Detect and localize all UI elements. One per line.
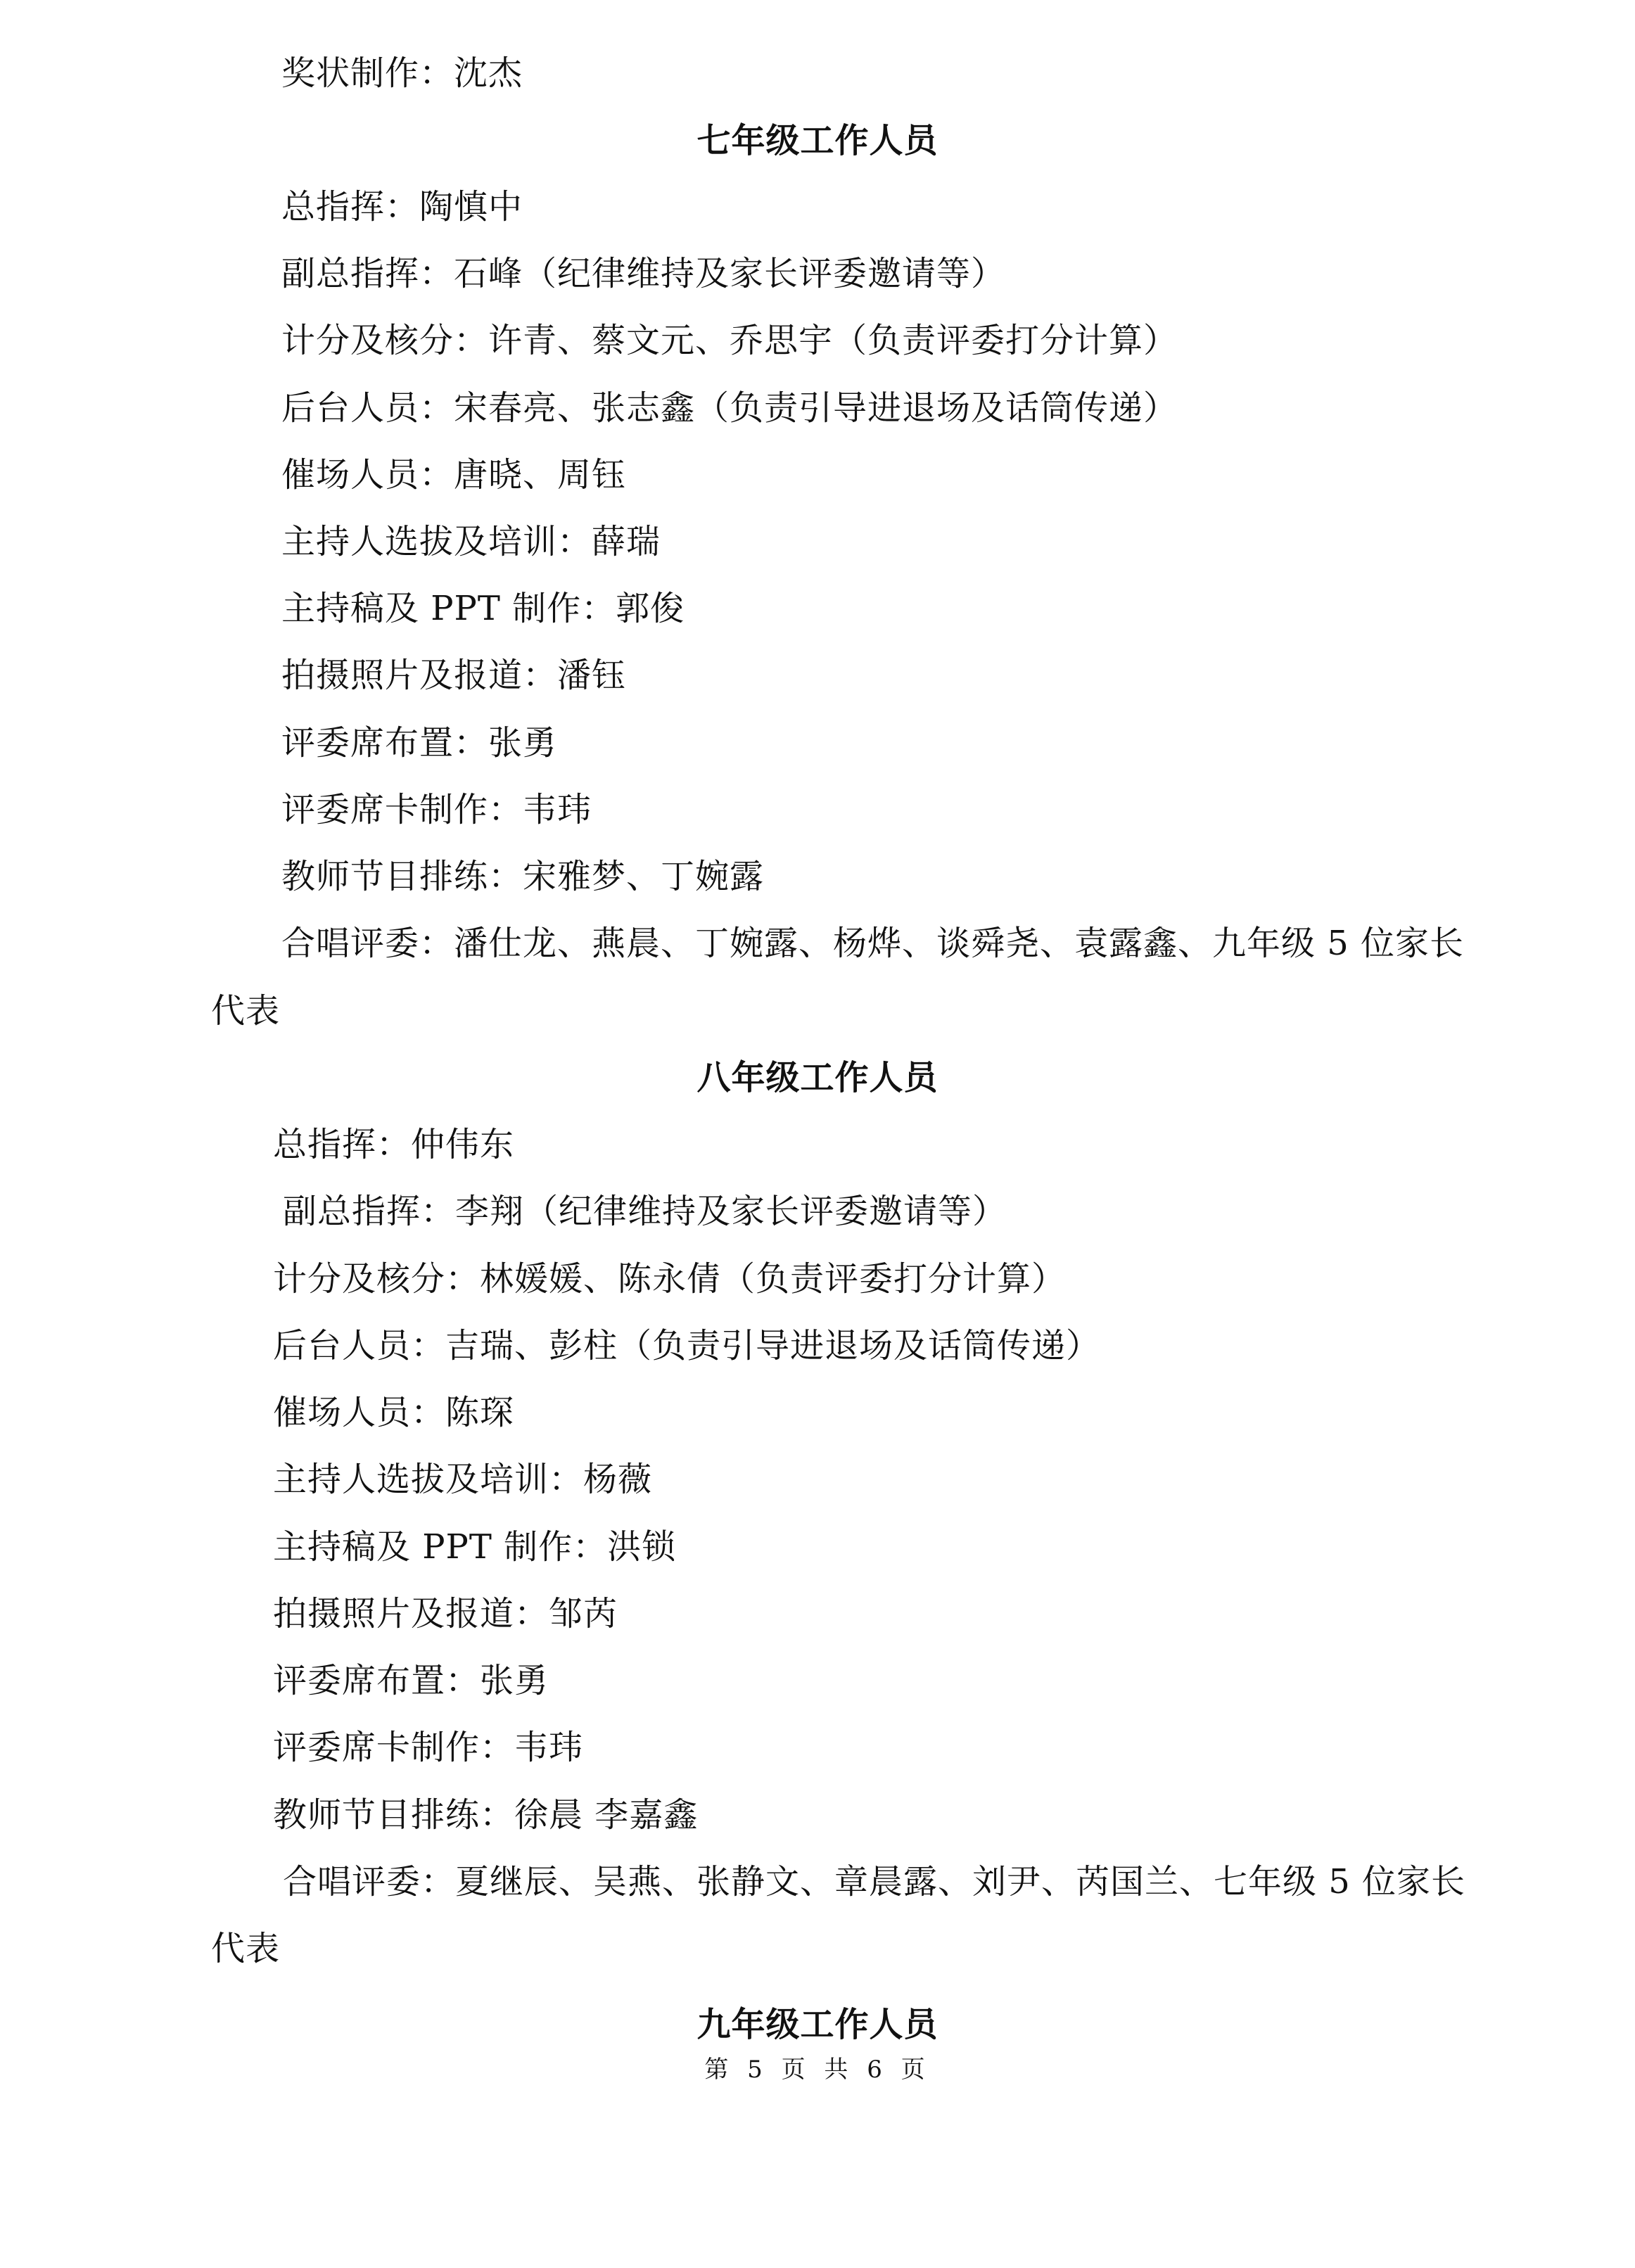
- grade8-line: 主持稿及 PPT 制作：洪锁: [273, 1527, 677, 1567]
- grade8-line: 主持人选拔及培训：杨薇: [273, 1460, 653, 1499]
- grade7-line: 评委席卡制作：韦玮: [281, 790, 592, 829]
- grade7-line: 评委席布置：张勇: [281, 723, 558, 763]
- grade7-judges-line: 合唱评委：潘仕龙、燕晨、丁婉露、杨烨、谈舜尧、袁露鑫、九年级 5 位家长: [281, 924, 1465, 963]
- grade7-line: 后台人员：宋春亮、张志鑫（负责引导进退场及话筒传递）: [281, 388, 1178, 428]
- grade7-line: 主持人选拔及培训：薛瑞: [281, 522, 661, 561]
- grade9-heading: 九年级工作人员: [696, 2005, 939, 2044]
- grade7-line: 总指挥：陶慎中: [281, 187, 523, 227]
- grade8-line: 催场人员：陈琛: [273, 1393, 515, 1432]
- grade7-line: 计分及核分：许青、蔡文元、乔思宇（负责评委打分计算）: [281, 321, 1178, 360]
- award-maker-line: 奖状制作：沈杰: [281, 53, 523, 93]
- grade8-line: 评委席布置：张勇: [273, 1661, 549, 1700]
- grade8-heading: 八年级工作人员: [696, 1058, 939, 1097]
- grade7-line: 催场人员：唐晓、周钰: [281, 455, 627, 495]
- grade8-line: 副总指挥：李翔（纪律维持及家长评委邀请等）: [283, 1192, 1007, 1231]
- grade8-line: 教师节目排练：徐晨 李嘉鑫: [273, 1795, 699, 1835]
- grade7-heading: 七年级工作人员: [696, 121, 939, 160]
- grade7-judges-continuation: 代表: [211, 991, 281, 1031]
- grade7-line: 主持稿及 PPT 制作：郭俊: [281, 589, 685, 628]
- grade7-line: 教师节目排练：宋雅梦、丁婉露: [281, 857, 765, 896]
- grade7-line: 拍摄照片及报道：潘钰: [281, 656, 627, 695]
- grade8-line: 总指挥：仲伟东: [273, 1125, 515, 1164]
- grade8-judges-continuation: 代表: [211, 1929, 281, 1968]
- grade8-line: 拍摄照片及报道：邹芮: [273, 1594, 618, 1633]
- grade8-line: 评委席卡制作：韦玮: [273, 1728, 584, 1767]
- grade8-line: 后台人员：吉瑞、彭柱（负责引导进退场及话筒传递）: [273, 1326, 1101, 1365]
- grade7-line: 副总指挥：石峰（纪律维持及家长评委邀请等）: [281, 254, 1006, 293]
- grade8-judges-line: 合唱评委：夏继辰、吴燕、张静文、章晨露、刘尹、芮国兰、七年级 5 位家长: [283, 1862, 1466, 1901]
- grade8-line: 计分及核分：林媛媛、陈永倩（负责评委打分计算）: [273, 1259, 1067, 1299]
- page-number-footer: 第 5 页 共 6 页: [704, 2056, 931, 2084]
